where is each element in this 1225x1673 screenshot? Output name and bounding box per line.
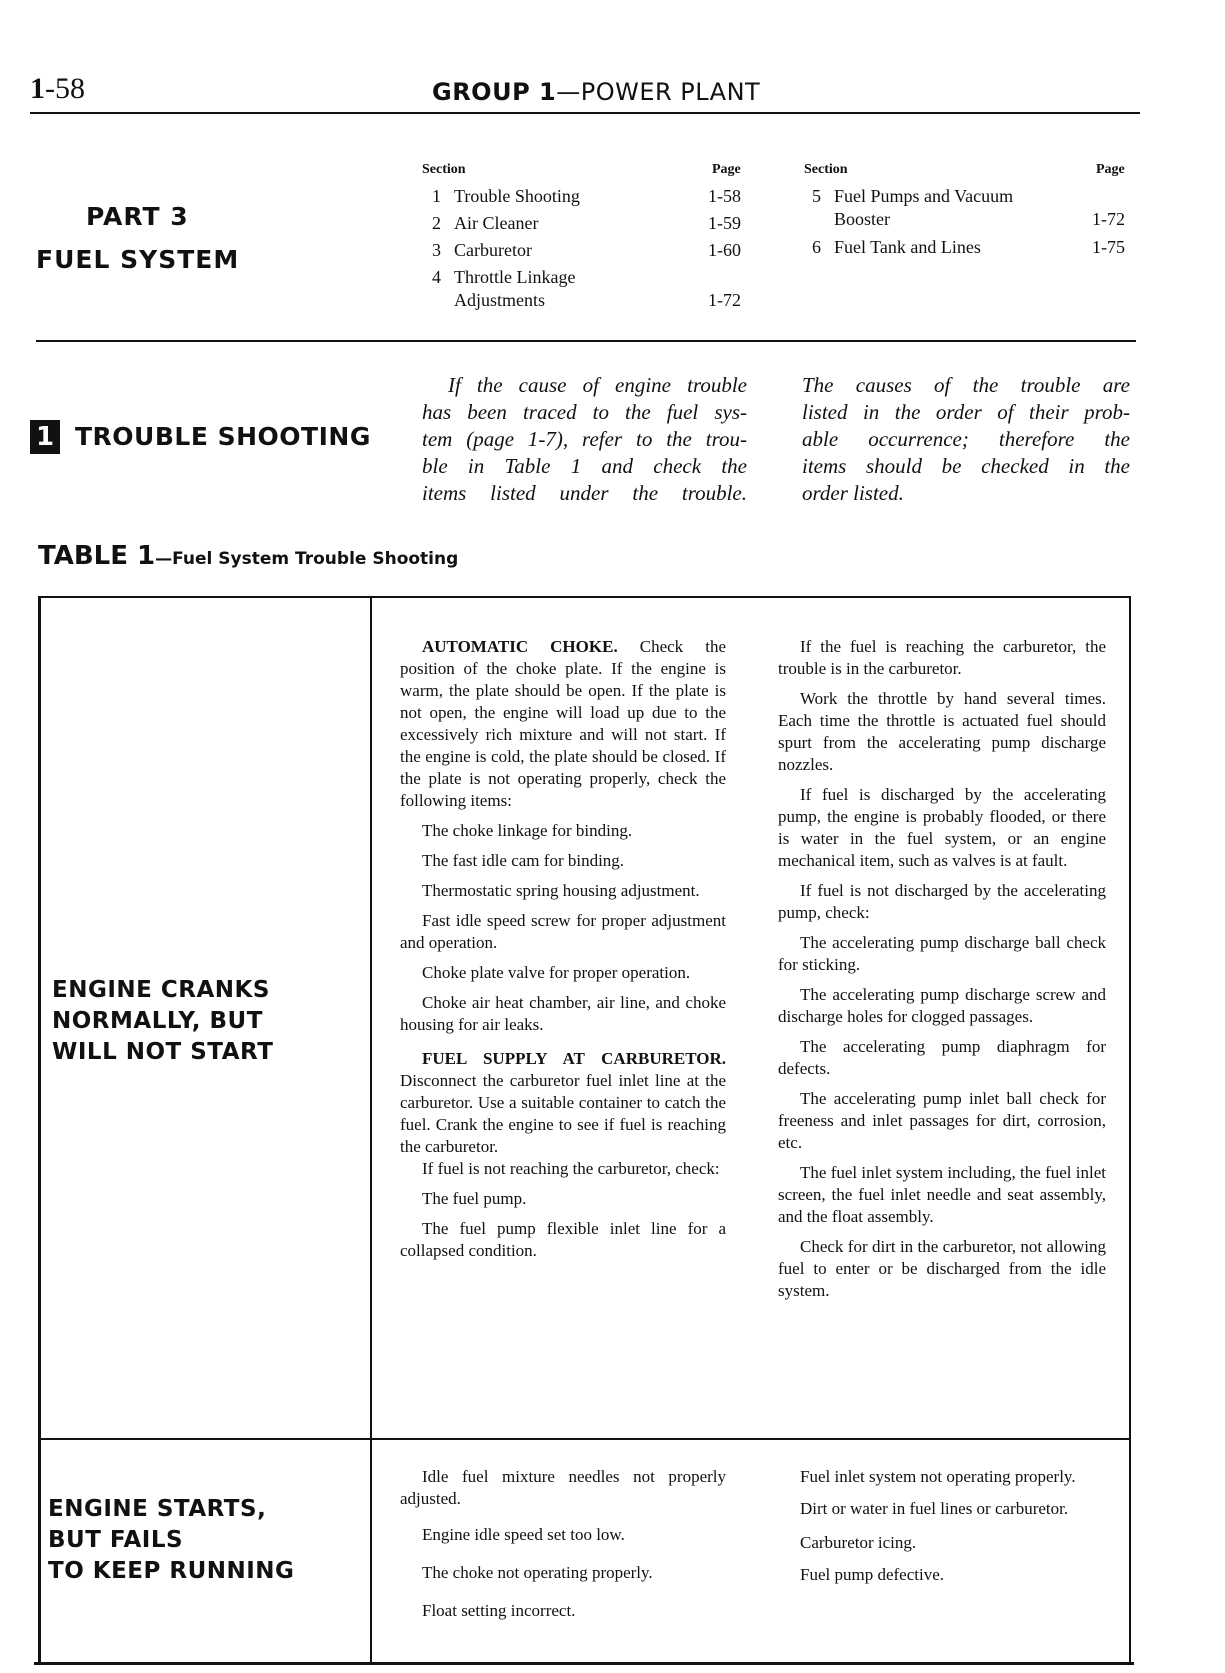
list-item: Carburetor icing.	[800, 1533, 917, 1552]
list-item: Fast idle speed screw for proper adjustment and operation.	[400, 911, 726, 952]
running-head: GROUP 1—POWER PLANT	[432, 78, 761, 106]
toc-item-3[interactable]: 3 Carburetor	[432, 240, 532, 260]
list-item: Choke plate valve for proper operation.	[422, 963, 691, 982]
toc-page-header-2: Page	[1096, 162, 1125, 177]
toc-item-4-cont: Adjustments	[454, 290, 546, 310]
toc-item-5[interactable]: 5 Fuel Pumps and Vacuum	[812, 186, 1014, 206]
list-item: Check for dirt in the carburetor, not allowing fuel to enter or be discharged from the idle system.	[778, 1237, 1106, 1300]
toc-item-1[interactable]: 1 Trouble Shooting	[432, 186, 580, 206]
list-item: The accelerating pump diaphragm for defects.	[778, 1037, 1106, 1078]
section-title: TROUBLE SHOOTING	[75, 422, 371, 451]
list-item: The accelerating pump discharge ball check for sticking.	[778, 933, 1106, 974]
list-item: The fast idle cam for binding.	[422, 851, 625, 870]
toc-page-header: Page	[712, 162, 741, 177]
table-right-border	[1129, 596, 1131, 1664]
row2-col2	[778, 1466, 1106, 1594]
toc-item-2[interactable]: 2 Air Cleaner	[432, 213, 539, 233]
symptom-1: ENGINE CRANKS NORMALLY, BUT WILL NOT START	[52, 977, 274, 1065]
toc-page-1: 1-58	[708, 186, 741, 206]
toc-page-2: 1-59	[708, 213, 741, 233]
list-item: Choke air heat chamber, air line, and choke housing for air leaks.	[400, 993, 726, 1034]
toc-page-6: 1-75	[1092, 237, 1125, 257]
row1-col2	[778, 636, 1106, 1310]
intro-right: The causes of the trouble are listed in the order of their prob- able occurrence; therefore the items should be checked in the order listed.	[802, 373, 1130, 505]
section-number-badge: 1	[30, 420, 60, 454]
list-item: AUTOMATIC CHOKE. Check the position of the choke plate. If the engine is warm, the plate should be open. If the plate is not open, the engine will load up due to the excessively rich mixture and will not start. If the engine is cold, the plate should be closed. If the plate is not operating properly, check the following items:	[400, 637, 727, 810]
contents-rule	[36, 340, 1136, 342]
list-item: Thermostatic spring housing adjustment.	[422, 881, 700, 900]
list-item: The fuel pump.	[422, 1189, 527, 1208]
symptom-2: ENGINE STARTS, BUT FAILS TO KEEP RUNNING	[48, 1496, 295, 1584]
list-item: The accelerating pump inlet ball check for freeness and inlet passages for dirt, corrosion, etc.	[778, 1089, 1106, 1152]
list-item: Engine idle speed set too low.	[422, 1525, 625, 1544]
list-item: If fuel is discharged by the accelerating pump, the engine is probably flooded, or there is water in the fuel system, or an engine mechanical item, such as valves is at fault.	[778, 785, 1106, 870]
table-row-divider	[38, 1438, 1130, 1440]
row1-col1	[400, 636, 726, 1270]
header-rule	[30, 112, 1140, 114]
table-top-border	[38, 596, 1130, 598]
list-item: If fuel is not reaching the carburetor, check:	[422, 1159, 720, 1178]
list-item: The choke not operating properly.	[422, 1563, 653, 1582]
list-item: Fuel inlet system not operating properly.	[800, 1467, 1076, 1486]
page-number: 1-58	[30, 72, 85, 105]
toc-page-3: 1-60	[708, 240, 741, 260]
list-item: Dirt or water in fuel lines or carburetor.	[800, 1499, 1069, 1518]
list-item: Float setting incorrect.	[422, 1601, 576, 1620]
list-item: Fuel pump defective.	[800, 1565, 944, 1584]
table-column-divider	[370, 596, 372, 1664]
list-item: FUEL SUPPLY AT CARBURETOR. Disconnect the carburetor fuel inlet line at the carburetor. Use a suitable container to catch the fuel. Crank the engine to see if fuel is reaching the carburetor.	[400, 1049, 726, 1156]
toc-section-header: Section	[422, 162, 466, 177]
toc-page-5: 1-72	[1092, 209, 1125, 229]
list-item: The fuel inlet system including, the fuel inlet screen, the fuel inlet needle and seat assembly, and the float assembly.	[778, 1163, 1106, 1226]
part-number: PART 3	[86, 202, 189, 231]
list-item: Work the throttle by hand several times. Each time the throttle is actuated fuel should spurt from the accelerating pump discharge nozzles.	[778, 689, 1106, 774]
table-bottom-border	[34, 1662, 1134, 1665]
list-item: The choke linkage for binding.	[422, 821, 633, 840]
list-item: Idle fuel mixture needles not properly adjusted.	[400, 1467, 726, 1508]
toc-item-5-cont: Booster	[834, 209, 890, 229]
toc-item-4[interactable]: 4 Throttle Linkage	[432, 267, 576, 287]
toc-item-6[interactable]: 6 Fuel Tank and Lines	[812, 237, 981, 257]
list-item: The fuel pump flexible inlet line for a collapsed condition.	[400, 1219, 726, 1260]
part-title: FUEL SYSTEM	[36, 245, 240, 274]
toc-page-4: 1-72	[708, 290, 741, 310]
table-label: TABLE 1—Fuel System Trouble Shooting	[38, 541, 459, 571]
intro-left: If the cause of engine trouble has been traced to the fuel sys- tem (page 1-7), refer to the trou- ble in Table 1 and check the items listed under the trouble.	[422, 373, 747, 505]
list-item: If the fuel is reaching the carburetor, the trouble is in the carburetor.	[778, 637, 1106, 678]
table-left-border	[38, 596, 41, 1664]
toc-section-header-2: Section	[804, 162, 848, 177]
list-item: The accelerating pump discharge screw and discharge holes for clogged passages.	[778, 985, 1106, 1026]
list-item: If fuel is not discharged by the accelerating pump, check:	[778, 881, 1106, 922]
row2-col1	[400, 1466, 726, 1630]
